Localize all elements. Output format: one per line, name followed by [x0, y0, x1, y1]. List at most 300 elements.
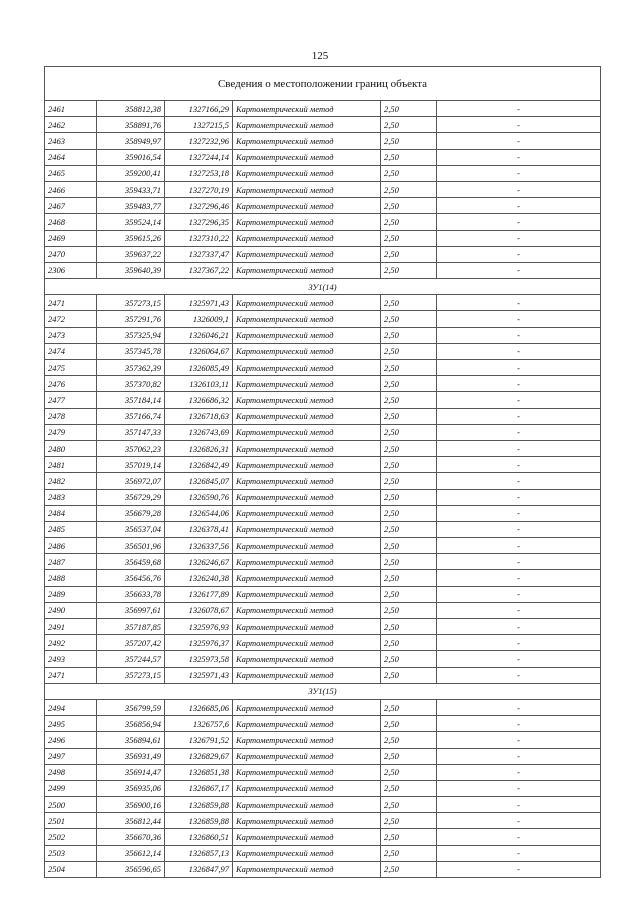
x-coordinate-cell: 356670,36 — [97, 829, 165, 845]
y-coordinate-cell: 1326085,49 — [165, 360, 233, 376]
description-cell: - — [437, 861, 601, 877]
table-row — [45, 473, 601, 489]
point-number-cell: 2464 — [45, 149, 97, 165]
point-number-cell: 2502 — [45, 829, 97, 845]
section-row — [45, 279, 601, 295]
y-coordinate-cell: 1326718,63 — [165, 408, 233, 424]
point-number-cell: 2472 — [45, 311, 97, 327]
x-coordinate-cell: 356856,94 — [97, 716, 165, 732]
accuracy-cell: 2,50 — [381, 667, 437, 683]
accuracy-cell: 2,50 — [381, 602, 437, 618]
x-coordinate-cell: 358812,38 — [97, 101, 165, 117]
x-coordinate-cell: 356914,47 — [97, 764, 165, 780]
y-coordinate-cell: 1327253,18 — [165, 165, 233, 181]
accuracy-cell: 2,50 — [381, 165, 437, 181]
y-coordinate-cell: 1327367,22 — [165, 262, 233, 278]
accuracy-cell: 2,50 — [381, 408, 437, 424]
section-row — [45, 683, 601, 699]
point-number-cell: 2491 — [45, 619, 97, 635]
table-row — [45, 797, 601, 813]
accuracy-cell: 2,50 — [381, 829, 437, 845]
y-coordinate-cell: 1327337,47 — [165, 246, 233, 262]
x-coordinate-cell: 357362,39 — [97, 360, 165, 376]
point-number-cell: 2467 — [45, 198, 97, 214]
method-cell: Картометрический метод — [233, 586, 381, 602]
table-title: Сведения о местоположении границ объекта — [45, 67, 601, 101]
point-number-cell: 2492 — [45, 635, 97, 651]
description-cell: - — [437, 101, 601, 117]
description-cell: - — [437, 343, 601, 359]
accuracy-cell: 2,50 — [381, 538, 437, 554]
x-coordinate-cell: 356997,61 — [97, 602, 165, 618]
point-number-cell: 2496 — [45, 732, 97, 748]
accuracy-cell: 2,50 — [381, 764, 437, 780]
method-cell: Картометрический метод — [233, 457, 381, 473]
description-cell: - — [437, 311, 601, 327]
method-cell: Картометрический метод — [233, 764, 381, 780]
description-cell: - — [437, 764, 601, 780]
point-number-cell: 2475 — [45, 360, 97, 376]
y-coordinate-cell: 1326177,89 — [165, 586, 233, 602]
accuracy-cell: 2,50 — [381, 230, 437, 246]
y-coordinate-cell: 1327244,14 — [165, 149, 233, 165]
description-cell: - — [437, 133, 601, 149]
y-coordinate-cell: 1326590,76 — [165, 489, 233, 505]
point-number-cell: 2501 — [45, 813, 97, 829]
point-number-cell: 2504 — [45, 861, 97, 877]
description-cell: - — [437, 505, 601, 521]
table-row — [45, 538, 601, 554]
accuracy-cell: 2,50 — [381, 214, 437, 230]
description-cell: - — [437, 699, 601, 715]
accuracy-cell: 2,50 — [381, 521, 437, 537]
description-cell: - — [437, 262, 601, 278]
x-coordinate-cell: 356799,59 — [97, 699, 165, 715]
method-cell: Картометрический метод — [233, 181, 381, 197]
y-coordinate-cell: 1326378,41 — [165, 521, 233, 537]
y-coordinate-cell: 1327215,5 — [165, 117, 233, 133]
description-cell: - — [437, 651, 601, 667]
point-number-cell: 2471 — [45, 295, 97, 311]
y-coordinate-cell: 1326757,6 — [165, 716, 233, 732]
table-row — [45, 343, 601, 359]
description-cell: - — [437, 538, 601, 554]
table-row — [45, 586, 601, 602]
method-cell: Картометрический метод — [233, 780, 381, 796]
method-cell: Картометрический метод — [233, 149, 381, 165]
accuracy-cell: 2,50 — [381, 619, 437, 635]
table-row — [45, 295, 601, 311]
x-coordinate-cell: 356935,06 — [97, 780, 165, 796]
y-coordinate-cell: 1326064,67 — [165, 343, 233, 359]
description-cell: - — [437, 635, 601, 651]
point-number-cell: 2463 — [45, 133, 97, 149]
table-row — [45, 408, 601, 424]
description-cell: - — [437, 521, 601, 537]
table-row — [45, 748, 601, 764]
table-row — [45, 716, 601, 732]
table-row — [45, 554, 601, 570]
section-label: ЗУ1(15) — [45, 683, 601, 699]
table-row — [45, 457, 601, 473]
table-row — [45, 327, 601, 343]
accuracy-cell: 2,50 — [381, 149, 437, 165]
x-coordinate-cell: 356900,16 — [97, 797, 165, 813]
x-coordinate-cell: 357244,57 — [97, 651, 165, 667]
x-coordinate-cell: 356679,28 — [97, 505, 165, 521]
description-cell: - — [437, 732, 601, 748]
x-coordinate-cell: 357273,15 — [97, 295, 165, 311]
table-row — [45, 829, 601, 845]
x-coordinate-cell: 356729,29 — [97, 489, 165, 505]
accuracy-cell: 2,50 — [381, 780, 437, 796]
accuracy-cell: 2,50 — [381, 181, 437, 197]
point-number-cell: 2487 — [45, 554, 97, 570]
description-cell: - — [437, 295, 601, 311]
point-number-cell: 2469 — [45, 230, 97, 246]
method-cell: Картометрический метод — [233, 360, 381, 376]
description-cell: - — [437, 198, 601, 214]
point-number-cell: 2473 — [45, 327, 97, 343]
y-coordinate-cell: 1326686,32 — [165, 392, 233, 408]
x-coordinate-cell: 359200,41 — [97, 165, 165, 181]
method-cell: Картометрический метод — [233, 602, 381, 618]
method-cell: Картометрический метод — [233, 829, 381, 845]
y-coordinate-cell: 1326046,21 — [165, 327, 233, 343]
x-coordinate-cell: 356931,49 — [97, 748, 165, 764]
y-coordinate-cell: 1326845,07 — [165, 473, 233, 489]
description-cell: - — [437, 246, 601, 262]
description-cell: - — [437, 408, 601, 424]
point-number-cell: 2484 — [45, 505, 97, 521]
table-row — [45, 424, 601, 440]
accuracy-cell: 2,50 — [381, 505, 437, 521]
method-cell: Картометрический метод — [233, 554, 381, 570]
method-cell: Картометрический метод — [233, 327, 381, 343]
x-coordinate-cell: 357166,74 — [97, 408, 165, 424]
x-coordinate-cell: 357345,78 — [97, 343, 165, 359]
method-cell: Картометрический метод — [233, 651, 381, 667]
point-number-cell: 2486 — [45, 538, 97, 554]
method-cell: Картометрический метод — [233, 392, 381, 408]
description-cell: - — [437, 667, 601, 683]
description-cell: - — [437, 797, 601, 813]
x-coordinate-cell: 359640,39 — [97, 262, 165, 278]
accuracy-cell: 2,50 — [381, 489, 437, 505]
accuracy-cell: 2,50 — [381, 343, 437, 359]
table-title-row — [45, 67, 601, 101]
method-cell: Картометрический метод — [233, 165, 381, 181]
table-row — [45, 246, 601, 262]
description-cell: - — [437, 845, 601, 861]
point-number-cell: 2500 — [45, 797, 97, 813]
y-coordinate-cell: 1326078,67 — [165, 602, 233, 618]
y-coordinate-cell: 1326544,06 — [165, 505, 233, 521]
table-row — [45, 165, 601, 181]
x-coordinate-cell: 356812,44 — [97, 813, 165, 829]
accuracy-cell: 2,50 — [381, 424, 437, 440]
method-cell: Картометрический метод — [233, 845, 381, 861]
point-number-cell: 2476 — [45, 376, 97, 392]
description-cell: - — [437, 440, 601, 456]
table-row — [45, 133, 601, 149]
table-row — [45, 262, 601, 278]
x-coordinate-cell: 358949,97 — [97, 133, 165, 149]
x-coordinate-cell: 357291,76 — [97, 311, 165, 327]
table-row — [45, 101, 601, 117]
point-number-cell: 2489 — [45, 586, 97, 602]
table-row — [45, 602, 601, 618]
y-coordinate-cell: 1327232,96 — [165, 133, 233, 149]
point-number-cell: 2470 — [45, 246, 97, 262]
table-row — [45, 521, 601, 537]
x-coordinate-cell: 359483,77 — [97, 198, 165, 214]
description-cell: - — [437, 165, 601, 181]
accuracy-cell: 2,50 — [381, 457, 437, 473]
x-coordinate-cell: 357370,82 — [97, 376, 165, 392]
method-cell: Картометрический метод — [233, 699, 381, 715]
description-cell: - — [437, 780, 601, 796]
x-coordinate-cell: 358891,76 — [97, 117, 165, 133]
description-cell: - — [437, 214, 601, 230]
accuracy-cell: 2,50 — [381, 813, 437, 829]
y-coordinate-cell: 1326791,52 — [165, 732, 233, 748]
point-number-cell: 2495 — [45, 716, 97, 732]
method-cell: Картометрический метод — [233, 538, 381, 554]
accuracy-cell: 2,50 — [381, 392, 437, 408]
accuracy-cell: 2,50 — [381, 732, 437, 748]
accuracy-cell: 2,50 — [381, 327, 437, 343]
table-row — [45, 813, 601, 829]
point-number-cell: 2477 — [45, 392, 97, 408]
method-cell: Картометрический метод — [233, 101, 381, 117]
y-coordinate-cell: 1326829,67 — [165, 748, 233, 764]
y-coordinate-cell: 1326103,11 — [165, 376, 233, 392]
x-coordinate-cell: 359016,54 — [97, 149, 165, 165]
method-cell: Картометрический метод — [233, 505, 381, 521]
y-coordinate-cell: 1326860,51 — [165, 829, 233, 845]
y-coordinate-cell: 1326859,88 — [165, 797, 233, 813]
method-cell: Картометрический метод — [233, 619, 381, 635]
x-coordinate-cell: 356537,04 — [97, 521, 165, 537]
method-cell: Картометрический метод — [233, 667, 381, 683]
accuracy-cell: 2,50 — [381, 246, 437, 262]
table-row — [45, 635, 601, 651]
description-cell: - — [437, 149, 601, 165]
y-coordinate-cell: 1325971,43 — [165, 667, 233, 683]
table-row — [45, 181, 601, 197]
table-row — [45, 117, 601, 133]
table-row — [45, 376, 601, 392]
point-number-cell: 2488 — [45, 570, 97, 586]
method-cell: Картометрический метод — [233, 440, 381, 456]
table-row — [45, 667, 601, 683]
accuracy-cell: 2,50 — [381, 586, 437, 602]
accuracy-cell: 2,50 — [381, 133, 437, 149]
method-cell: Картометрический метод — [233, 797, 381, 813]
point-number-cell: 2503 — [45, 845, 97, 861]
accuracy-cell: 2,50 — [381, 635, 437, 651]
method-cell: Картометрический метод — [233, 295, 381, 311]
method-cell: Картометрический метод — [233, 262, 381, 278]
y-coordinate-cell: 1326842,49 — [165, 457, 233, 473]
y-coordinate-cell: 1327296,46 — [165, 198, 233, 214]
table-row — [45, 861, 601, 877]
accuracy-cell: 2,50 — [381, 748, 437, 764]
point-number-cell: 2493 — [45, 651, 97, 667]
table-row — [45, 392, 601, 408]
point-number-cell: 2465 — [45, 165, 97, 181]
x-coordinate-cell: 357273,15 — [97, 667, 165, 683]
table-row — [45, 505, 601, 521]
point-number-cell: 2485 — [45, 521, 97, 537]
table-row — [45, 732, 601, 748]
method-cell: Картометрический метод — [233, 311, 381, 327]
x-coordinate-cell: 359637,22 — [97, 246, 165, 262]
accuracy-cell: 2,50 — [381, 295, 437, 311]
y-coordinate-cell: 1327310,22 — [165, 230, 233, 246]
description-cell: - — [437, 327, 601, 343]
table-row — [45, 440, 601, 456]
method-cell: Картометрический метод — [233, 861, 381, 877]
accuracy-cell: 2,50 — [381, 699, 437, 715]
point-number-cell: 2471 — [45, 667, 97, 683]
accuracy-cell: 2,50 — [381, 117, 437, 133]
method-cell: Картометрический метод — [233, 489, 381, 505]
description-cell: - — [437, 570, 601, 586]
point-number-cell: 2462 — [45, 117, 97, 133]
point-number-cell: 2478 — [45, 408, 97, 424]
method-cell: Картометрический метод — [233, 246, 381, 262]
table-row — [45, 149, 601, 165]
method-cell: Картометрический метод — [233, 813, 381, 829]
point-number-cell: 2306 — [45, 262, 97, 278]
table-row — [45, 764, 601, 780]
table-row — [45, 619, 601, 635]
y-coordinate-cell: 1327166,29 — [165, 101, 233, 117]
description-cell: - — [437, 586, 601, 602]
point-number-cell: 2490 — [45, 602, 97, 618]
y-coordinate-cell: 1326009,1 — [165, 311, 233, 327]
y-coordinate-cell: 1326851,38 — [165, 764, 233, 780]
method-cell: Картометрический метод — [233, 732, 381, 748]
point-number-cell: 2497 — [45, 748, 97, 764]
point-number-cell: 2480 — [45, 440, 97, 456]
description-cell: - — [437, 813, 601, 829]
section-label: ЗУ1(14) — [45, 279, 601, 295]
table-row — [45, 360, 601, 376]
accuracy-cell: 2,50 — [381, 262, 437, 278]
x-coordinate-cell: 356501,96 — [97, 538, 165, 554]
accuracy-cell: 2,50 — [381, 440, 437, 456]
x-coordinate-cell: 357325,94 — [97, 327, 165, 343]
table-row — [45, 780, 601, 796]
x-coordinate-cell: 356456,76 — [97, 570, 165, 586]
y-coordinate-cell: 1326337,56 — [165, 538, 233, 554]
accuracy-cell: 2,50 — [381, 861, 437, 877]
point-number-cell: 2468 — [45, 214, 97, 230]
method-cell: Картометрический метод — [233, 117, 381, 133]
x-coordinate-cell: 357019,14 — [97, 457, 165, 473]
method-cell: Картометрический метод — [233, 198, 381, 214]
y-coordinate-cell: 1326826,31 — [165, 440, 233, 456]
x-coordinate-cell: 357207,42 — [97, 635, 165, 651]
description-cell: - — [437, 829, 601, 845]
x-coordinate-cell: 356596,65 — [97, 861, 165, 877]
table-row — [45, 198, 601, 214]
x-coordinate-cell: 357062,23 — [97, 440, 165, 456]
method-cell: Картометрический метод — [233, 230, 381, 246]
description-cell: - — [437, 473, 601, 489]
y-coordinate-cell: 1325971,43 — [165, 295, 233, 311]
x-coordinate-cell: 357187,85 — [97, 619, 165, 635]
page-number: 125 — [311, 50, 329, 62]
method-cell: Картометрический метод — [233, 133, 381, 149]
method-cell: Картометрический метод — [233, 521, 381, 537]
x-coordinate-cell: 356612,14 — [97, 845, 165, 861]
point-number-cell: 2482 — [45, 473, 97, 489]
x-coordinate-cell: 356459,68 — [97, 554, 165, 570]
x-coordinate-cell: 356972,07 — [97, 473, 165, 489]
description-cell: - — [437, 716, 601, 732]
y-coordinate-cell: 1325976,93 — [165, 619, 233, 635]
y-coordinate-cell: 1326743,69 — [165, 424, 233, 440]
y-coordinate-cell: 1325973,58 — [165, 651, 233, 667]
method-cell: Картометрический метод — [233, 473, 381, 489]
description-cell: - — [437, 117, 601, 133]
x-coordinate-cell: 357184,14 — [97, 392, 165, 408]
description-cell: - — [437, 376, 601, 392]
accuracy-cell: 2,50 — [381, 797, 437, 813]
table-row — [45, 570, 601, 586]
point-number-cell: 2474 — [45, 343, 97, 359]
point-number-cell: 2466 — [45, 181, 97, 197]
y-coordinate-cell: 1327270,19 — [165, 181, 233, 197]
table-body — [45, 67, 601, 878]
method-cell: Картометрический метод — [233, 716, 381, 732]
accuracy-cell: 2,50 — [381, 198, 437, 214]
table-row — [45, 311, 601, 327]
x-coordinate-cell: 356633,78 — [97, 586, 165, 602]
description-cell: - — [437, 424, 601, 440]
y-coordinate-cell: 1325976,37 — [165, 635, 233, 651]
x-coordinate-cell: 357147,33 — [97, 424, 165, 440]
point-number-cell: 2461 — [45, 101, 97, 117]
table-row — [45, 230, 601, 246]
method-cell: Картометрический метод — [233, 408, 381, 424]
point-number-cell: 2481 — [45, 457, 97, 473]
y-coordinate-cell: 1326847,97 — [165, 861, 233, 877]
table-row — [45, 845, 601, 861]
accuracy-cell: 2,50 — [381, 845, 437, 861]
table-row — [45, 489, 601, 505]
accuracy-cell: 2,50 — [381, 651, 437, 667]
accuracy-cell: 2,50 — [381, 716, 437, 732]
method-cell: Картометрический метод — [233, 343, 381, 359]
accuracy-cell: 2,50 — [381, 311, 437, 327]
accuracy-cell: 2,50 — [381, 376, 437, 392]
description-cell: - — [437, 619, 601, 635]
method-cell: Картометрический метод — [233, 570, 381, 586]
point-number-cell: 2494 — [45, 699, 97, 715]
accuracy-cell: 2,50 — [381, 360, 437, 376]
method-cell: Картометрический метод — [233, 214, 381, 230]
accuracy-cell: 2,50 — [381, 473, 437, 489]
method-cell: Картометрический метод — [233, 635, 381, 651]
description-cell: - — [437, 457, 601, 473]
description-cell: - — [437, 360, 601, 376]
x-coordinate-cell: 359615,26 — [97, 230, 165, 246]
